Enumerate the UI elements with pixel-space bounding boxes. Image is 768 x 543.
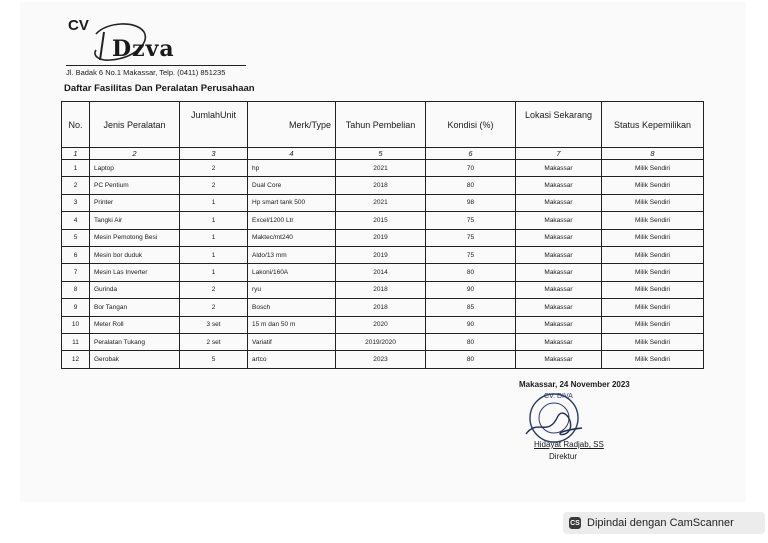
table-cell: 2021 — [336, 160, 426, 177]
table-cell: Maktec/mt240 — [248, 229, 336, 246]
table-cell: 2023 — [336, 351, 426, 368]
table-row — [62, 246, 704, 263]
table-row — [62, 194, 704, 211]
table-cell: 1 — [180, 264, 248, 281]
camscanner-text: Dipindai dengan CamScanner — [587, 517, 734, 529]
table-cell: Milik Sendiri — [602, 212, 704, 229]
table-cell: 75 — [426, 246, 516, 263]
table-cell: Makassar — [516, 194, 602, 211]
table-cell: 1 — [180, 229, 248, 246]
table-cell: Milik Sendiri — [602, 160, 704, 177]
col-number: 3 — [180, 148, 248, 160]
table-cell: Bor Tangan — [90, 299, 180, 316]
col-header-kondisi: Kondisi (%) — [426, 102, 516, 148]
table-cell: Laptop — [90, 160, 180, 177]
table-cell: Aldo/13 mm — [248, 246, 336, 263]
table-cell: 12 — [62, 351, 90, 368]
table-cell: 1 — [180, 246, 248, 263]
col-number: 5 — [336, 148, 426, 160]
table-cell: Milik Sendiri — [602, 264, 704, 281]
table-cell: Dual Core — [248, 177, 336, 194]
table-cell: Milik Sendiri — [602, 333, 704, 350]
table-cell: Tangki Air — [90, 212, 180, 229]
table-cell: 1 — [62, 160, 90, 177]
col-number: 1 — [62, 148, 90, 160]
table-cell: 9 — [62, 299, 90, 316]
col-header-status: Status Kepemilikan — [602, 102, 704, 148]
table-cell: Printer — [90, 194, 180, 211]
table-cell: Makassar — [516, 177, 602, 194]
table-cell: Makassar — [516, 333, 602, 350]
table-cell: 2019 — [336, 246, 426, 263]
table-row — [62, 333, 704, 350]
table-cell: Gerobak — [90, 351, 180, 368]
table-cell: 2020 — [336, 316, 426, 333]
table-cell: 80 — [426, 264, 516, 281]
table-cell: Meter Roll — [90, 316, 180, 333]
col-header-tahun: Tahun Pembelian — [336, 102, 426, 148]
table-cell: Makassar — [516, 299, 602, 316]
col-number: 2 — [90, 148, 180, 160]
table-cell: 8 — [62, 281, 90, 298]
table-cell: 4 — [62, 212, 90, 229]
table-cell: Hp smart tank 500 — [248, 194, 336, 211]
table-cell: 80 — [426, 351, 516, 368]
table-cell: Mesin Pemotong Besi — [90, 229, 180, 246]
table-cell: Milik Sendiri — [602, 351, 704, 368]
table-cell: Milik Sendiri — [602, 229, 704, 246]
logo-company-name: Dzva — [112, 36, 175, 62]
col-header-merk: Merk/Type — [248, 102, 336, 148]
table-cell: Makassar — [516, 264, 602, 281]
table-cell: 2018 — [336, 281, 426, 298]
table-cell: 10 — [62, 316, 90, 333]
col-header-no: No. — [62, 102, 90, 148]
table-cell: 15 m dan 50 m — [248, 316, 336, 333]
table-cell: Makassar — [516, 160, 602, 177]
table-row — [62, 160, 704, 177]
table-cell: 3 — [62, 194, 90, 211]
table-cell: Gurinda — [90, 281, 180, 298]
table-cell: 5 — [180, 351, 248, 368]
table-cell: Mesin Las Inverter — [90, 264, 180, 281]
table-row — [62, 351, 704, 368]
col-header-jenis: Jenis Peralatan — [90, 102, 180, 148]
table-cell: 2 — [180, 177, 248, 194]
col-header-jumlah: JumlahUnit — [180, 102, 248, 148]
table-cell: 2 set — [180, 333, 248, 350]
company-stamp — [518, 388, 590, 448]
table-row — [62, 299, 704, 316]
col-number: 4 — [248, 148, 336, 160]
table-cell: 75 — [426, 212, 516, 229]
col-number: 7 — [516, 148, 602, 160]
table-row — [62, 316, 704, 333]
col-number: 8 — [602, 148, 704, 160]
table-cell: 2015 — [336, 212, 426, 229]
table-cell: 1 — [180, 212, 248, 229]
table-cell: 70 — [426, 160, 516, 177]
table-cell: 2019/2020 — [336, 333, 426, 350]
table-cell: 2 — [180, 299, 248, 316]
table-row — [62, 212, 704, 229]
table-cell: 75 — [426, 229, 516, 246]
table-cell: Makassar — [516, 212, 602, 229]
table-cell: Milik Sendiri — [602, 246, 704, 263]
table-cell: 2019 — [336, 229, 426, 246]
company-address: Jl. Badak 6 No.1 Makassar, Telp. (0411) 851235 — [66, 68, 226, 77]
table-cell: Milik Sendiri — [602, 316, 704, 333]
table-cell: 3 set — [180, 316, 248, 333]
table-cell: Excel/1200 Ltr — [248, 212, 336, 229]
table-cell: Milik Sendiri — [602, 194, 704, 211]
table-cell: Lakoni/160A — [248, 264, 336, 281]
table-cell: 80 — [426, 333, 516, 350]
letterhead-rule — [66, 65, 246, 66]
table-cell: 98 — [426, 194, 516, 211]
col-number: 6 — [426, 148, 516, 160]
table-cell: 2 — [180, 160, 248, 177]
table-cell: Milik Sendiri — [602, 281, 704, 298]
table-cell: 1 — [180, 194, 248, 211]
column-number-row — [62, 148, 704, 160]
table-cell: Milik Sendiri — [602, 299, 704, 316]
table-cell: Mesin bor duduk — [90, 246, 180, 263]
table-cell: Variatif — [248, 333, 336, 350]
table-cell: Makassar — [516, 351, 602, 368]
table-cell: 90 — [426, 316, 516, 333]
equipment-table — [61, 101, 704, 369]
table-row — [62, 229, 704, 246]
signatory-name: Hidayat Radjab, SS — [534, 440, 604, 449]
signatory-role: Direktur — [549, 452, 578, 461]
table-row — [62, 281, 704, 298]
table-cell: 85 — [426, 299, 516, 316]
col-header-lokasi: Lokasi Sekarang — [516, 102, 602, 148]
table-cell: 2 — [62, 177, 90, 194]
table-cell: 80 — [426, 177, 516, 194]
table-row — [62, 177, 704, 194]
table-cell: 2018 — [336, 177, 426, 194]
table-cell: artco — [248, 351, 336, 368]
camscanner-icon: CS — [569, 517, 581, 529]
table-cell: 5 — [62, 229, 90, 246]
table-row — [62, 264, 704, 281]
camscanner-badge — [563, 512, 765, 534]
table-cell: 2018 — [336, 299, 426, 316]
table-cell: Makassar — [516, 281, 602, 298]
table-cell: Makassar — [516, 316, 602, 333]
table-cell: 2 — [180, 281, 248, 298]
table-cell: 11 — [62, 333, 90, 350]
signature-place-date: Makassar, 24 November 2023 — [519, 380, 630, 389]
logo-cv-text: CV — [68, 17, 89, 34]
svg-text:CV. DIVA: CV. DIVA — [544, 393, 573, 400]
table-cell: 90 — [426, 281, 516, 298]
table-cell: Makassar — [516, 229, 602, 246]
table-cell: ryu — [248, 281, 336, 298]
table-cell: hp — [248, 160, 336, 177]
document-title: Daftar Fasilitas Dan Peralatan Perusahaan — [64, 83, 255, 94]
table-cell: Makassar — [516, 246, 602, 263]
table-cell: Peralatan Tukang — [90, 333, 180, 350]
table-cell: 7 — [62, 264, 90, 281]
table-cell: Milik Sendiri — [602, 177, 704, 194]
table-header-row — [62, 102, 704, 148]
table-cell: 2014 — [336, 264, 426, 281]
table-cell: Bosch — [248, 299, 336, 316]
table-cell: 6 — [62, 246, 90, 263]
table-cell: 2021 — [336, 194, 426, 211]
table-cell: PC Pentium — [90, 177, 180, 194]
